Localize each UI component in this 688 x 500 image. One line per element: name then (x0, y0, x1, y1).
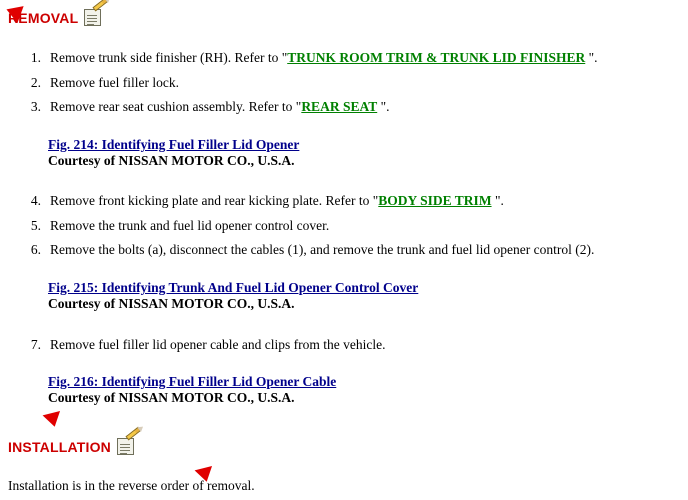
step-text: Remove front kicking plate and rear kicking plate. Refer to " (50, 193, 379, 208)
step-number: 4. (30, 193, 41, 208)
reference-link-trunk-room-trim[interactable]: TRUNK ROOM TRIM & TRUNK LID FINISHER (287, 50, 586, 65)
reference-link-body-side-trim[interactable]: BODY SIDE TRIM (378, 193, 492, 208)
installation-heading-label: INSTALLATION (8, 439, 111, 455)
step-text: Remove the trunk and fuel lid opener control cover. (50, 218, 330, 233)
figure-link-214[interactable]: Fig. 214: Identifying Fuel Filler Lid Opener (48, 137, 300, 152)
step-number: 7. (30, 337, 41, 352)
figure-caption-block (48, 280, 418, 312)
step-text: Remove the bolts (a), disconnect the cables (1), and remove the trunk and fuel lid opener control (2). (50, 242, 595, 257)
figure-caption-block (48, 137, 299, 169)
step-text: Remove fuel filler lid opener cable and clips from the vehicle. (50, 337, 386, 352)
figure-courtesy: Courtesy of NISSAN MOTOR CO., U.S.A. (48, 296, 295, 311)
step-text: Remove rear seat cushion assembly. Refer to " (50, 99, 302, 114)
figure-link-216[interactable]: Fig. 216: Identifying Fuel Filler Lid Opener Cable (48, 374, 337, 389)
reference-link-rear-seat[interactable]: REAR SEAT (301, 99, 378, 114)
step-number: 1. (30, 50, 41, 65)
step-number: 3. (30, 99, 41, 114)
figure-link-215[interactable]: Fig. 215: Identifying Trunk And Fuel Lid Opener Control Cover (48, 280, 419, 295)
note-pencil-icon (117, 437, 143, 457)
red-arrow-pointer-icon (43, 411, 64, 429)
step-item (24, 218, 674, 234)
step-number: 5. (30, 218, 41, 233)
step-number: 6. (30, 242, 41, 257)
step-item (24, 337, 674, 353)
removal-heading-label: REMOVAL (8, 10, 79, 26)
figure-caption-block (48, 374, 336, 406)
step-text: Remove fuel filler lock. (50, 75, 179, 90)
step-item (24, 193, 674, 209)
note-pencil-icon (84, 8, 110, 28)
step-text-suffix: ". (491, 193, 504, 208)
installation-body-text: Installation is in the reverse order of removal. (8, 478, 255, 493)
step-text: Remove trunk side finisher (RH). Refer to " (50, 50, 288, 65)
step-item (24, 50, 674, 66)
step-item (24, 242, 674, 258)
step-item (24, 99, 674, 115)
step-text-suffix: ". (585, 50, 598, 65)
installation-section-heading (8, 437, 143, 457)
step-text-suffix: ". (377, 99, 390, 114)
removal-section-heading (8, 8, 110, 28)
figure-courtesy: Courtesy of NISSAN MOTOR CO., U.S.A. (48, 390, 295, 405)
step-number: 2. (30, 75, 41, 90)
step-item (24, 75, 674, 91)
figure-courtesy: Courtesy of NISSAN MOTOR CO., U.S.A. (48, 153, 295, 168)
